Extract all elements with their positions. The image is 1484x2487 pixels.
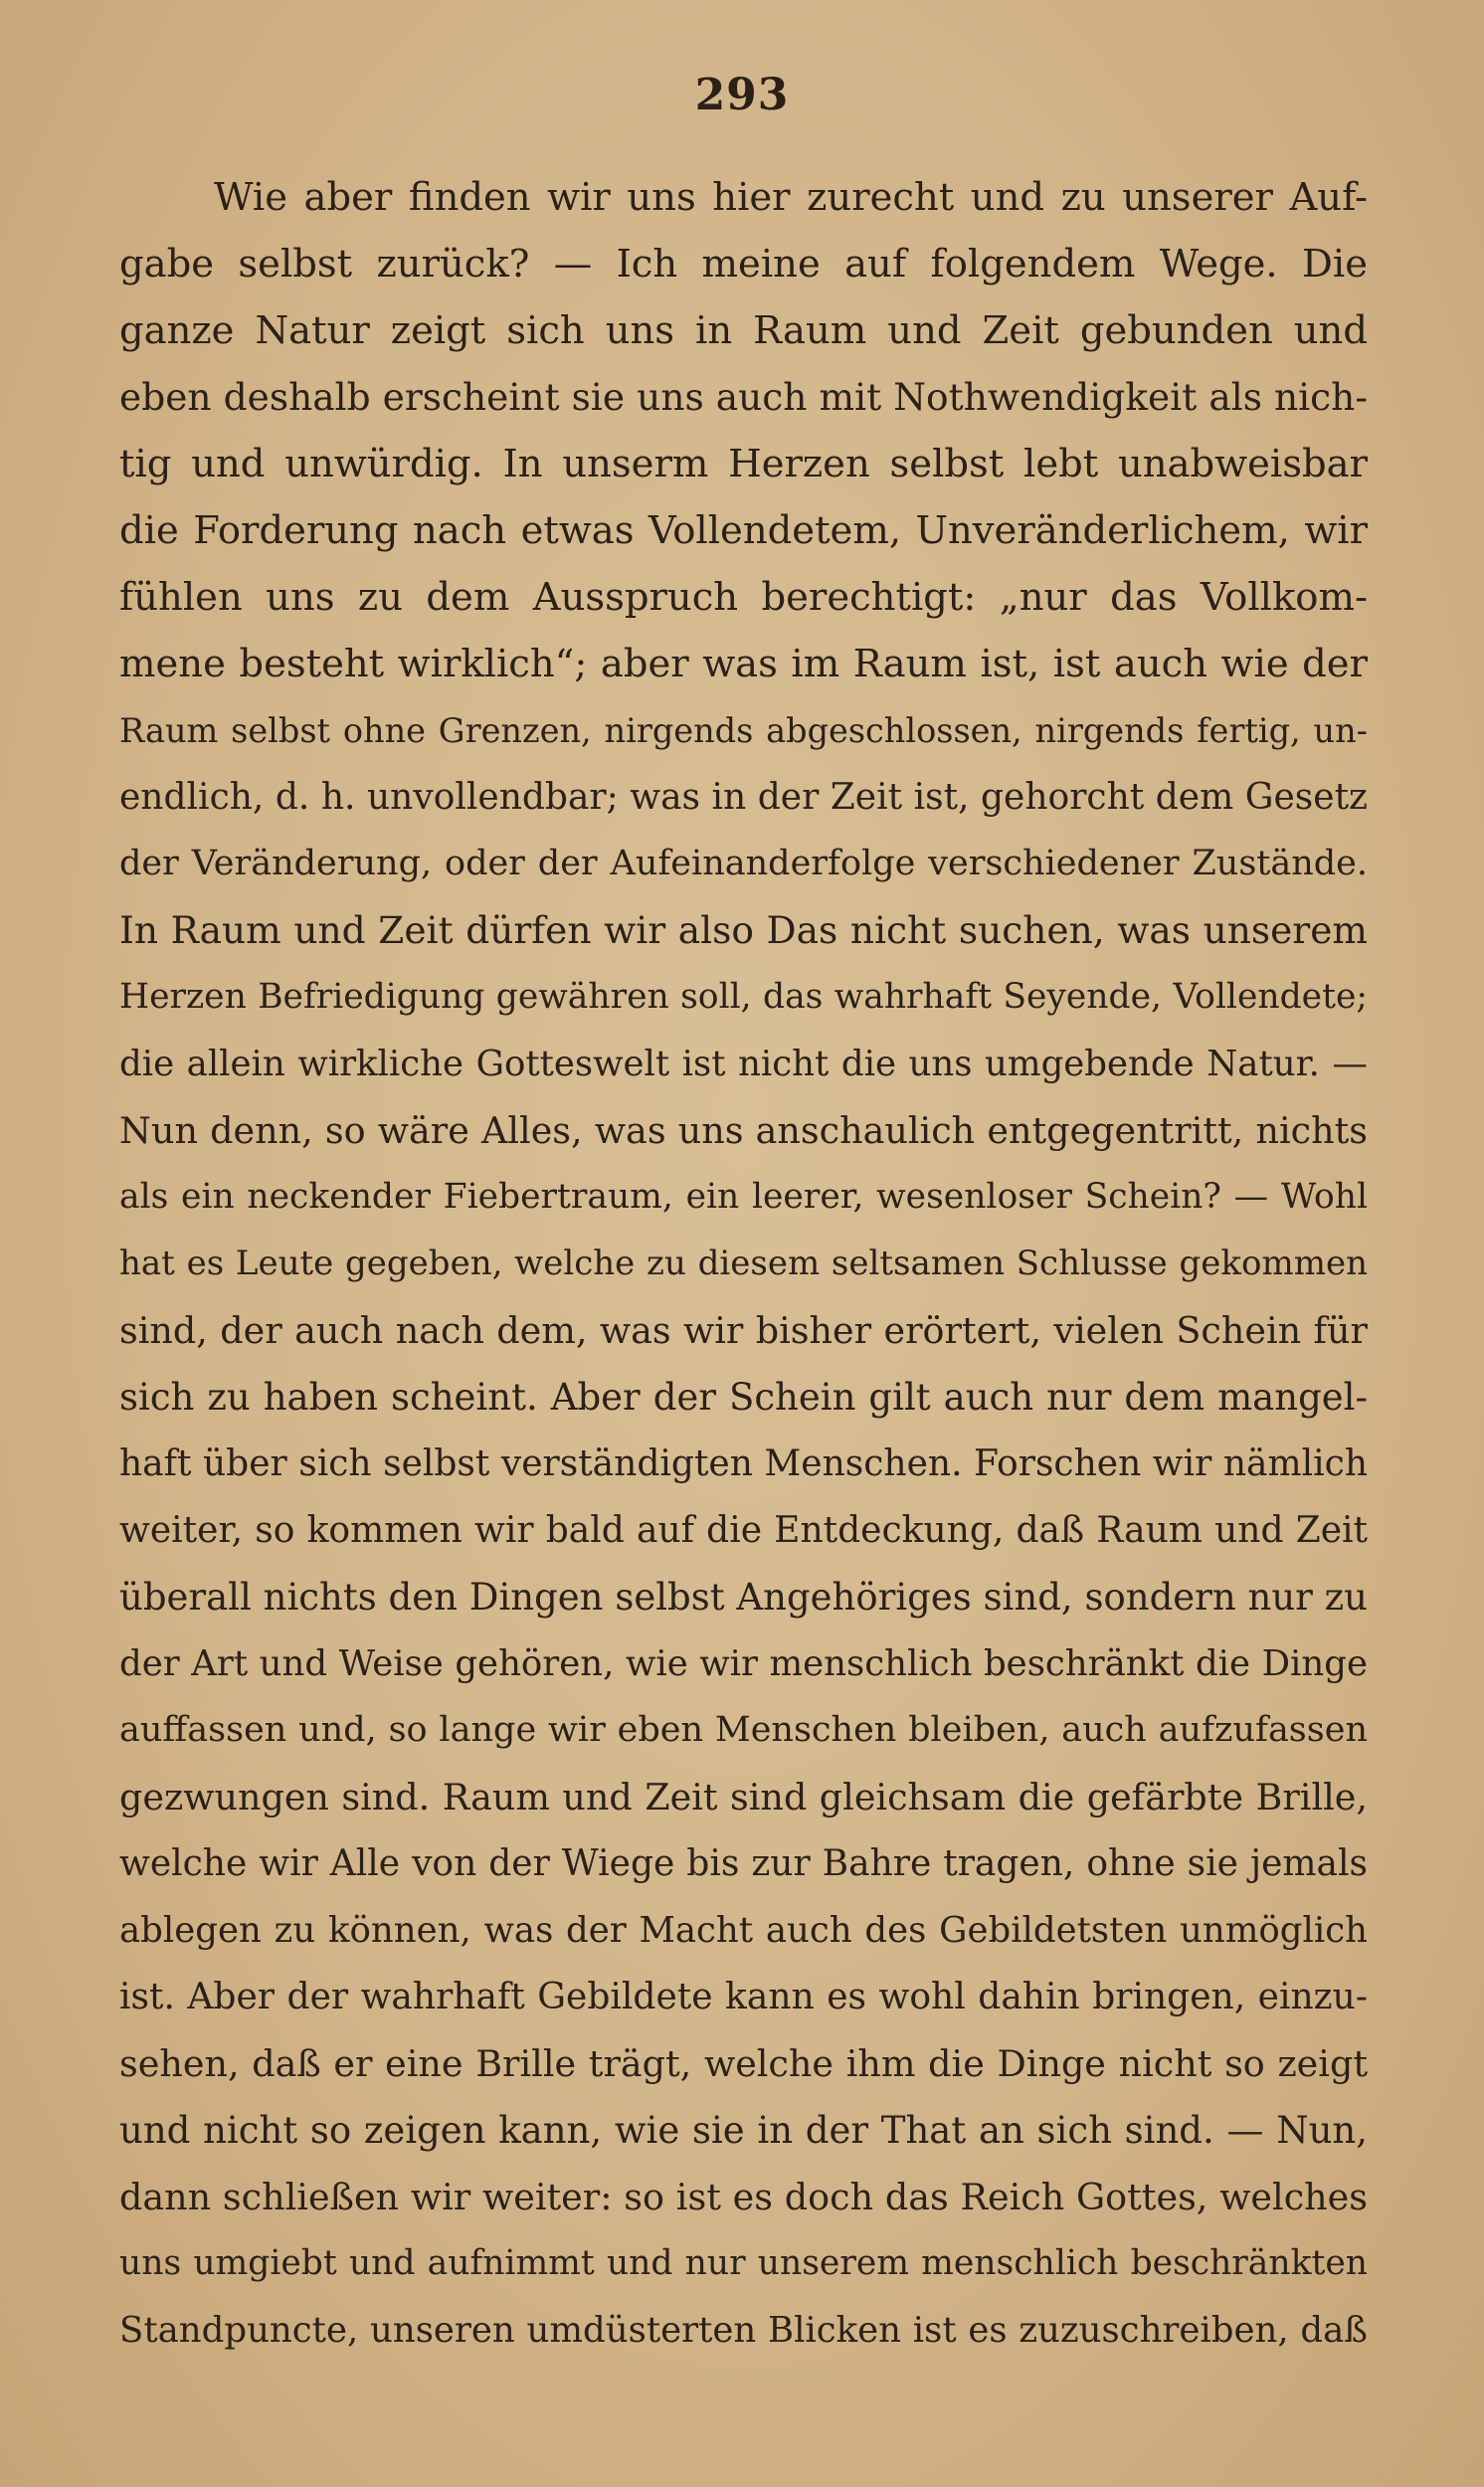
- text-line: ist. Aber der wahrhaft Gebildete kann es wohl dahin bringen, einzu-: [119, 1977, 1368, 2017]
- text-line: tig und unwürdig. In unserm Herzen selbst lebt unabweisbar: [119, 442, 1368, 486]
- text-line: In Raum und Zeit dürfen wir also Das nicht suchen, was unserem: [119, 908, 1368, 952]
- text-line: hat es Leute gegeben, welche zu diesem seltsamen Schlusse gekommen: [119, 1244, 1368, 1283]
- text-line: welche wir Alle von der Wiege bis zur Bahre tragen, ohne sie jemals: [119, 1843, 1368, 1884]
- text-line: ablegen zu können, was der Macht auch des Gebildetsten unmöglich: [119, 1910, 1368, 1951]
- text-line: mene besteht wirklich“; aber was im Raum ist, ist auch wie der: [119, 642, 1368, 686]
- text-line: gabe selbst zurück? — Ich meine auf folgendem Wege. Die: [119, 242, 1368, 287]
- text-line: Herzen Befriedigung gewähren soll, das wahrhaft Seyende, Vollendete;: [119, 977, 1368, 1017]
- text-line: als ein neckender Fiebertraum, ein leerer, wesenloser Schein? — Wohl: [119, 1177, 1368, 1217]
- text-line: uns umgiebt und aufnimmt und nur unserem menschlich beschränkten: [119, 2243, 1368, 2283]
- text-line: der Veränderung, oder der Aufeinanderfolge verschiedener Zustände.: [119, 844, 1368, 883]
- body-text: [119, 164, 1368, 2364]
- page-number: 293: [694, 70, 790, 120]
- text-line: fühlen uns zu dem Ausspruch berechtigt: „nur das Vollkom-: [119, 575, 1368, 620]
- text-line: sind, der auch nach dem, was wir bisher erörtert, vielen Schein für: [119, 1309, 1368, 1352]
- text-line: eben deshalb erscheint sie uns auch mit Nothwendigkeit als nich-: [119, 375, 1368, 419]
- text-line: weiter, so kommen wir bald auf die Entdeckung, daß Raum und Zeit: [119, 1510, 1368, 1551]
- text-line: überall nichts den Dingen selbst Angehöriges sind, sondern nur zu: [119, 1576, 1368, 1619]
- text-line: die Forderung nach etwas Vollendetem, Unveränderlichem, wir: [119, 508, 1368, 553]
- text-line: Standpuncte, unseren umdüsterten Blicken ist es zuzuschreiben, daß: [119, 2310, 1368, 2351]
- text-line: sehen, daß er eine Brille trägt, welche ihm die Dinge nicht so zeigt: [119, 2042, 1368, 2085]
- text-line: haft über sich selbst verständigten Menschen. Forschen wir nämlich: [119, 1443, 1368, 1484]
- text-line: endlich, d. h. unvollendbar; was in der Zeit ist, gehorcht dem Gesetz: [119, 777, 1368, 818]
- text-line: sich zu haben scheint. Aber der Schein gilt auch nur dem mangel-: [119, 1376, 1368, 1419]
- text-line: auffassen und, so lange wir eben Menschen bleiben, auch aufzufassen: [119, 1710, 1368, 1750]
- text-line: Raum selbst ohne Grenzen, nirgends abgeschlossen, nirgends fertig, un-: [119, 711, 1368, 750]
- text-line: die allein wirkliche Gotteswelt ist nicht die uns umgebende Natur. —: [119, 1044, 1368, 1084]
- text-line: und nicht so zeigen kann, wie sie in der That an sich sind. — Nun,: [119, 2109, 1368, 2152]
- text-line: dann schließen wir weiter: so ist es doch das Reich Gottes, welches: [119, 2176, 1368, 2218]
- text-line: gezwungen sind. Raum und Zeit sind gleichsam die gefärbte Brille,: [119, 1776, 1368, 1818]
- text-line: der Art und Weise gehören, wie wir menschlich beschränkt die Dinge: [119, 1643, 1368, 1684]
- text-line: Nun denn, so wäre Alles, was uns anschaulich entgegentritt, nichts: [119, 1109, 1368, 1152]
- text-line: ganze Natur zeigt sich uns in Raum und Zeit gebunden und: [119, 308, 1368, 353]
- text-line: Wie aber finden wir uns hier zurecht und zu unserer Auf-: [214, 175, 1368, 220]
